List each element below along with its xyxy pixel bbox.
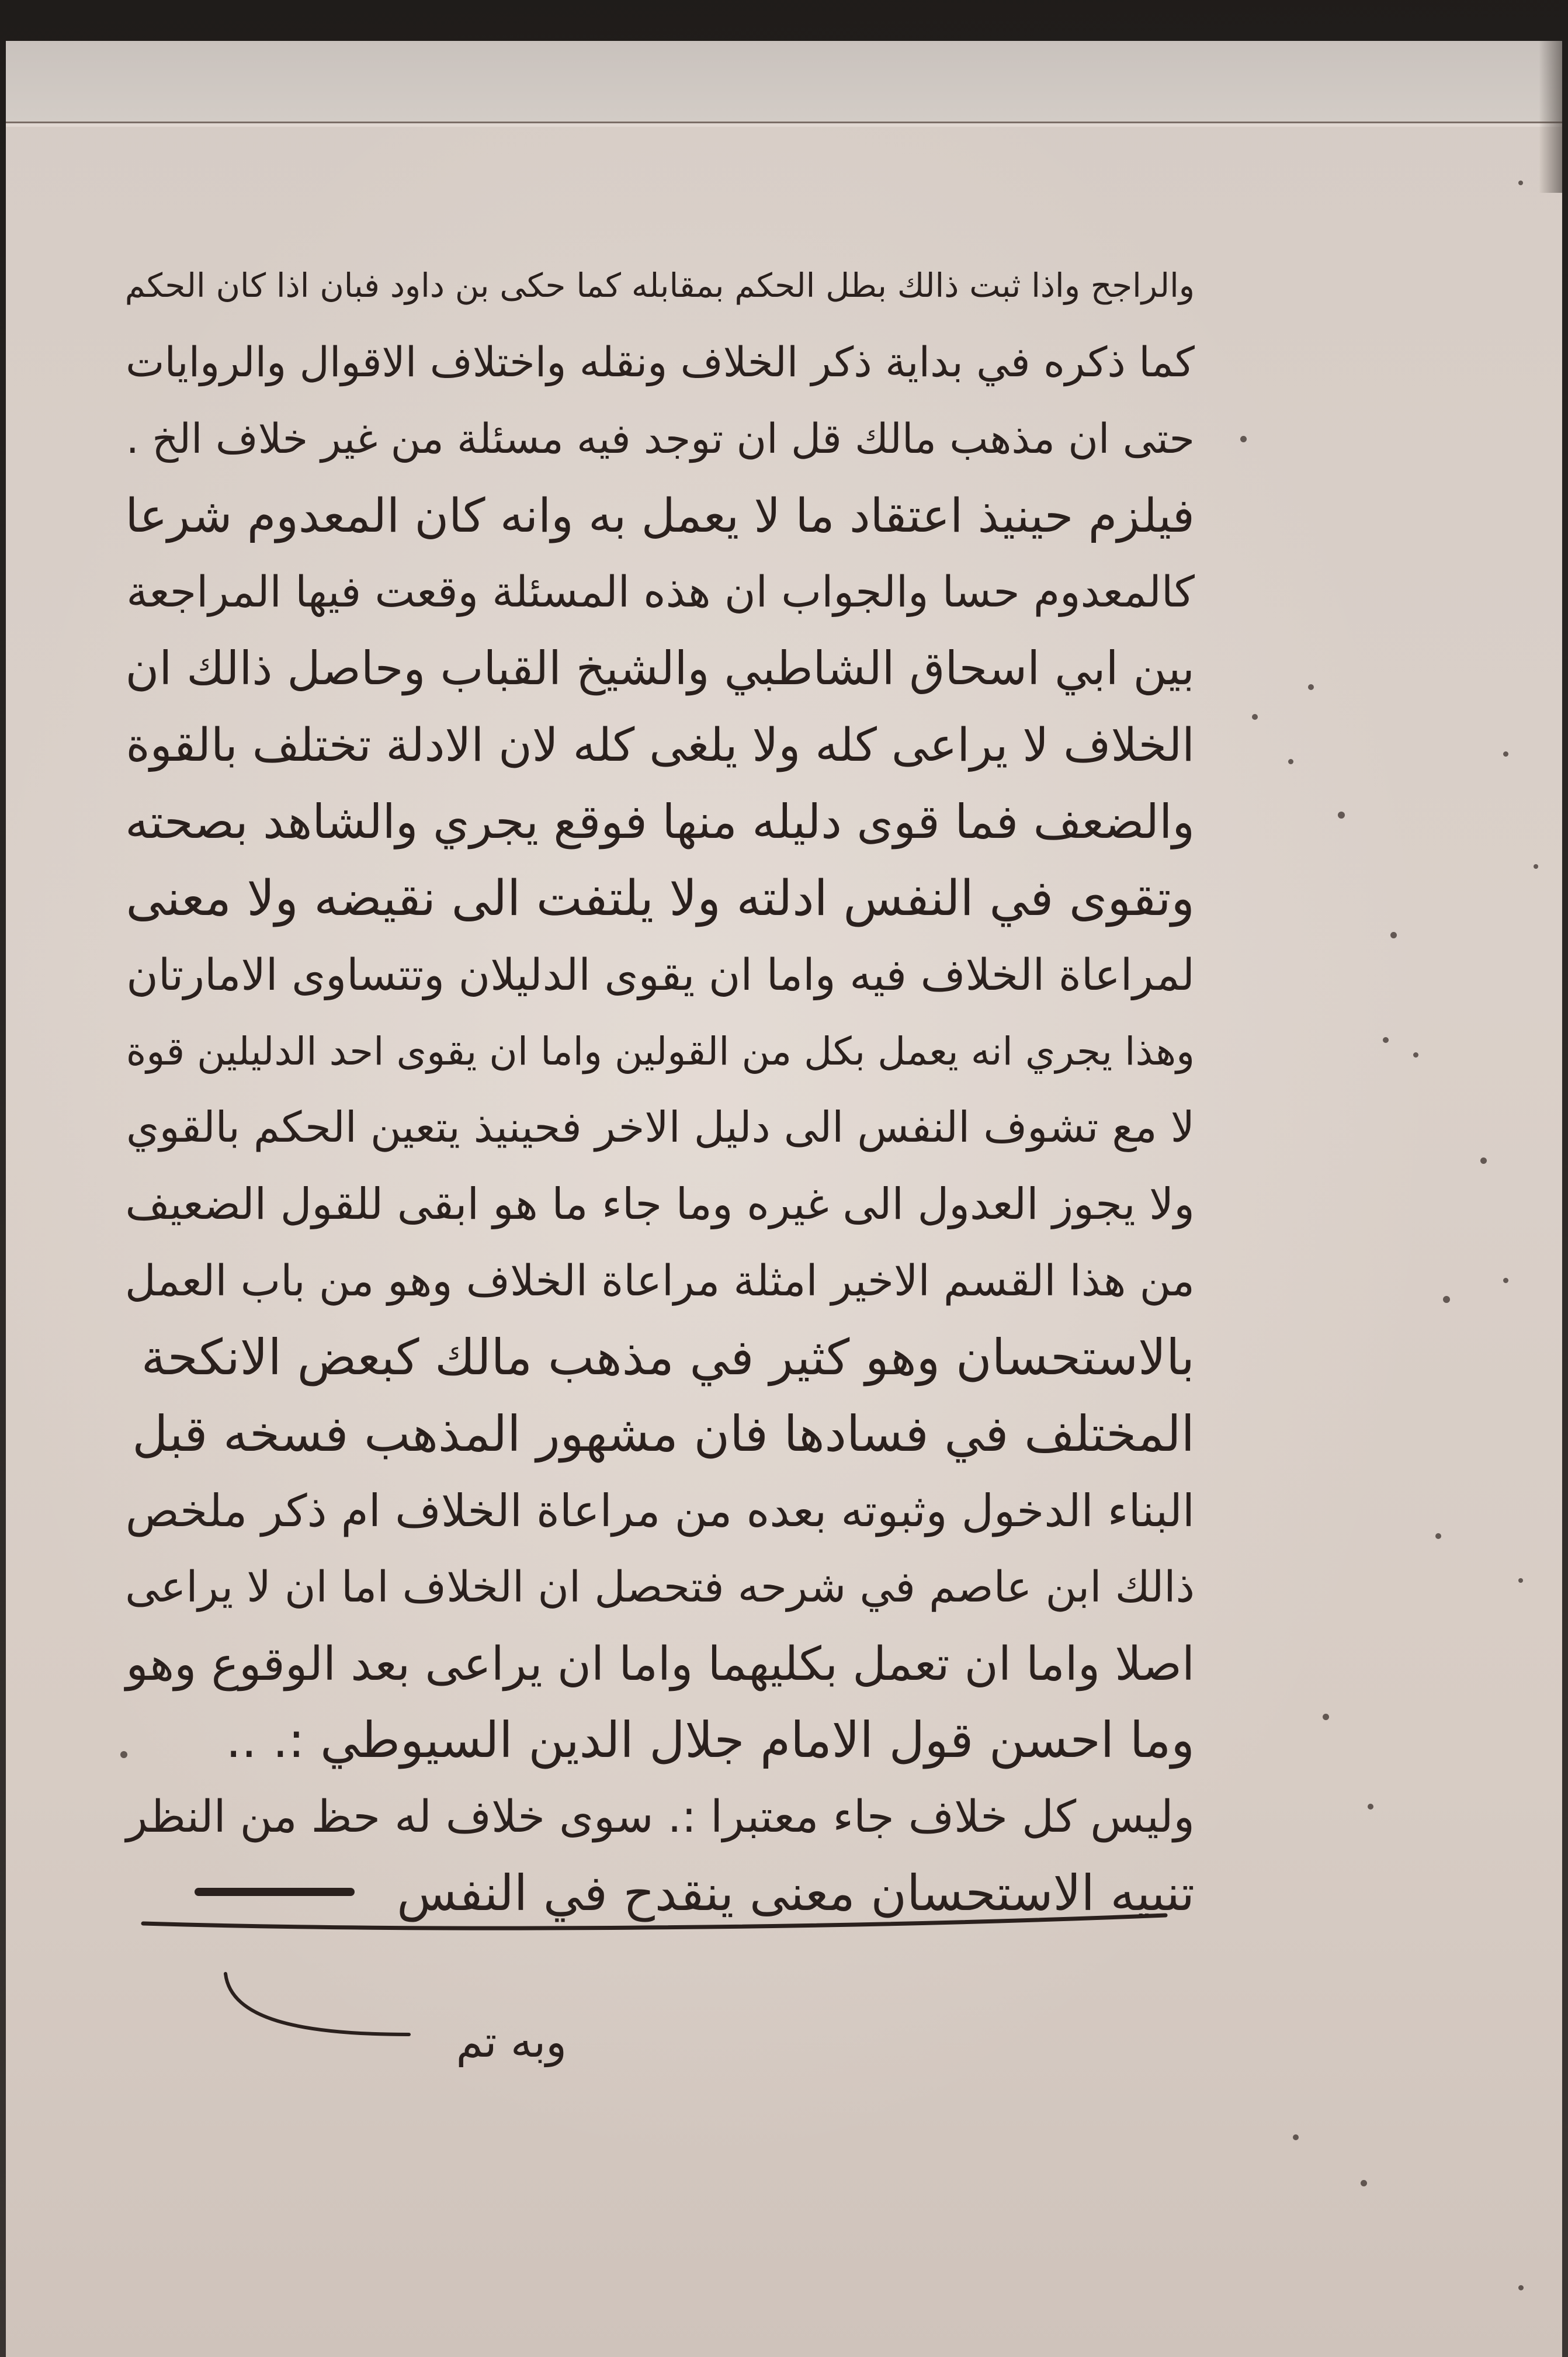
manuscript-line <box>126 860 1195 937</box>
ink-speck <box>1443 1296 1450 1303</box>
manuscript-line <box>126 1396 1195 1472</box>
ink-speck <box>1518 1578 1523 1583</box>
manuscript-line <box>126 324 1195 401</box>
ink-speck <box>1518 2285 1524 2290</box>
manuscript-line-text: وهذا يجري انه يعمل بكل من القولين واما ان يقوى احد الدليلين قوة <box>126 1029 1195 1074</box>
manuscript-line <box>126 1472 1195 1549</box>
colophon: وبه تم <box>456 2017 567 2067</box>
manuscript-line-text: ولا يجوز العدول الى غيره وما جاء ما هو ابقى للقول الضعيف <box>125 1179 1195 1229</box>
manuscript-page <box>6 41 1562 2357</box>
manuscript-line <box>126 1090 1195 1166</box>
page-fold-highlight <box>6 123 1562 127</box>
ink-speck <box>1518 181 1523 185</box>
manuscript-line-text: وما احسن قول الامام جلال الدين السيوطي :. .. <box>226 1711 1195 1769</box>
ink-speck <box>1503 751 1508 757</box>
manuscript-line-text: حتى ان مذهب مالك قل ان توجد فيه مسئلة من غير خلاف الخ . <box>126 415 1195 463</box>
manuscript-line-text: كما ذكره في بداية ذكر الخلاف ونقله واختلاف الاقوال والروايات <box>126 338 1195 386</box>
manuscript-line-text: من هذا القسم الاخير امثلة مراعاة الخلاف وهو من باب العمل <box>124 1256 1195 1306</box>
ink-speck <box>1252 714 1258 720</box>
manuscript-line <box>126 1166 1195 1243</box>
ink-speck <box>120 1751 127 1758</box>
ink-speck <box>1534 864 1538 869</box>
manuscript-line <box>126 401 1195 477</box>
manuscript-line-text: تنبيه الاستحسان معنى ينقدح في النفس <box>397 1864 1195 1922</box>
manuscript-line-text: لا مع تشوف النفس الى دليل الاخر فحينيذ يتعين الحكم بالقوي <box>126 1103 1195 1152</box>
manuscript-line-text: والراجح واذا ثبت ذالك بطل الحكم بمقابله كما حكى بن داود فبان اذا كان الحكم <box>124 267 1195 305</box>
manuscript-line <box>126 1779 1195 1855</box>
ink-speck <box>1293 2134 1299 2140</box>
manuscript-line <box>126 1013 1195 1090</box>
manuscript-line-text: كالمعدوم حسا والجواب ان هذه المسئلة وقعت فيها المراجعة <box>126 567 1195 617</box>
manuscript-line <box>126 554 1195 630</box>
manuscript-line-text: وتقوى في النفس ادلته ولا يلتفت الى نقيضه ولا معنى <box>126 869 1195 927</box>
manuscript-line <box>126 1702 1195 1779</box>
ink-speck <box>1288 759 1293 764</box>
page-edge-shadow <box>1539 41 1562 193</box>
ink-speck <box>1390 932 1397 938</box>
manuscript-line <box>126 937 1195 1013</box>
manuscript-line <box>126 784 1195 860</box>
ink-speck <box>1435 1533 1441 1539</box>
ink-speck <box>1383 1037 1389 1043</box>
manuscript-line <box>126 1243 1195 1319</box>
ink-speck <box>1480 1157 1487 1164</box>
manuscript-line <box>126 1319 1195 1396</box>
manuscript-line-text: المختلف في فسادها فان مشهور المذهب فسخه قبل <box>132 1405 1195 1462</box>
ink-speck <box>1308 684 1314 690</box>
manuscript-line-text: وليس كل خلاف جاء معتبرا :. سوى خلاف له حظ من النظر <box>126 1791 1195 1842</box>
manuscript-line <box>126 477 1195 554</box>
manuscript-text-block <box>126 248 1195 1932</box>
manuscript-line-text: الخلاف لا يراعى كله ولا يلغى كله لان الادلة تختلف بالقوة <box>126 718 1195 772</box>
ink-speck <box>1361 2180 1367 2186</box>
manuscript-line-text: ذالك ابن عاصم في شرحه فتحصل ان الخلاف اما ان لا يراعى <box>125 1562 1195 1612</box>
manuscript-line-text: فيلزم حينيذ اعتقاد ما لا يعمل به وانه كان المعدوم شرعا <box>125 488 1195 543</box>
ink-speck <box>1413 1052 1418 1058</box>
manuscript-line-text: والضعف فما قوى دليله منها فوقع يجري والشاهد بصحته <box>125 795 1195 849</box>
manuscript-line-text: لمراعاة الخلاف فيه واما ان يقوى الدليلان وتتساوى الامارتان <box>126 949 1195 1000</box>
manuscript-line <box>126 248 1195 324</box>
manuscript-line <box>126 707 1195 784</box>
manuscript-line-text: البناء الدخول وثبوته بعده من مراعاة الخلاف ام ذكر ملخص <box>125 1485 1195 1537</box>
manuscript-line <box>126 1625 1195 1702</box>
ink-speck <box>1240 436 1247 442</box>
manuscript-line <box>126 1855 1195 1932</box>
ink-speck <box>1503 1278 1508 1283</box>
ink-speck <box>1323 1714 1329 1720</box>
manuscript-line <box>126 1549 1195 1625</box>
manuscript-line <box>126 630 1195 707</box>
upper-folio-edge <box>6 41 1562 122</box>
ink-speck <box>1368 1804 1373 1810</box>
manuscript-line-text: اصلا واما ان تعمل بكليهما واما ان يراعى بعد الوقوع وهو <box>126 1637 1195 1691</box>
manuscript-line-text: بين ابي اسحاق الشاطبي والشيخ القباب وحاصل ذالك ان <box>125 642 1195 695</box>
colophon-swash <box>226 1974 409 2034</box>
manuscript-line-text: بالاستحسان وهو كثير في مذهب مالك كبعض الانكحة <box>141 1329 1195 1386</box>
ink-speck <box>1338 812 1345 819</box>
